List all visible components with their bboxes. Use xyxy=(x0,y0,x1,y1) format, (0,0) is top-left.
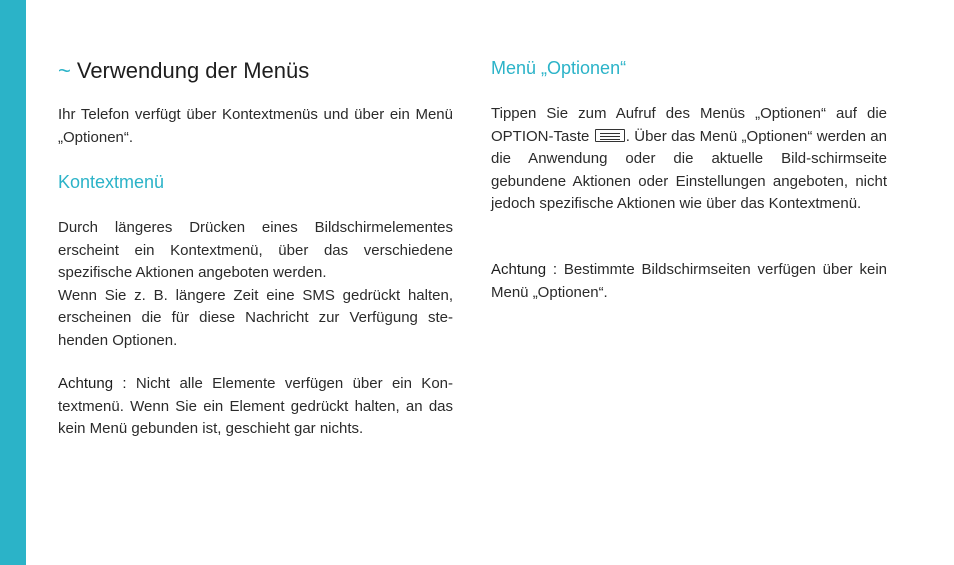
menu-key-icon xyxy=(595,129,625,142)
options-menu-heading: Menü „Optionen“ xyxy=(491,58,627,78)
intro-paragraph: Ihr Telefon verfügt über Kontextmenüs und über ein Menü „Optionen“. xyxy=(58,106,453,146)
note-label: Achtung : xyxy=(491,261,558,278)
options-menu-paragraph xyxy=(491,103,887,216)
accent-side-bar xyxy=(0,0,26,565)
note-text: Bestimmte Bildschirmseiten verfügen über kein Menü „Optionen“. xyxy=(491,261,887,301)
context-menu-heading: Kontextmenü xyxy=(58,172,165,192)
context-menu-text-2: Wenn Sie z. B. längere Zeit eine SMS gedrückt halten, erscheinen die für diese Nachricht zur Verfügung ste-henden Optionen. xyxy=(58,286,453,349)
context-menu-text-1: Durch längeres Drücken eines Bildschirmelementes erscheint ein Kontextmenü, über das verschiedene spezifische Aktionen angeboten werden. xyxy=(58,219,453,281)
page-title xyxy=(58,57,309,85)
options-text-after: . Über das Menü „Optionen“ werden an die Anwendung oder die aktuelle Bild-schirmseite gebundene Aktionen oder Einstellungen angeboten, nicht jedoch spezifische Aktionen wie über das Kontextmenü. xyxy=(491,127,887,212)
page-title-text: Verwendung der Menüs xyxy=(76,58,310,83)
note-text: Nicht alle Elemente verfügen über ein Kon-textmenü. Wenn Sie ein Element gedrückt halten, an das kein Menü gebunden ist, geschieht gar nichts. xyxy=(58,375,453,437)
options-text-before: Tippen Sie zum Aufruf des Menüs „Optionen“ auf die OPTION-Taste xyxy=(491,105,887,145)
context-menu-paragraph xyxy=(58,217,453,352)
options-note xyxy=(491,259,887,304)
title-tilde: ~ xyxy=(58,58,71,83)
note-label: Achtung : xyxy=(58,375,127,392)
context-note xyxy=(58,373,453,441)
